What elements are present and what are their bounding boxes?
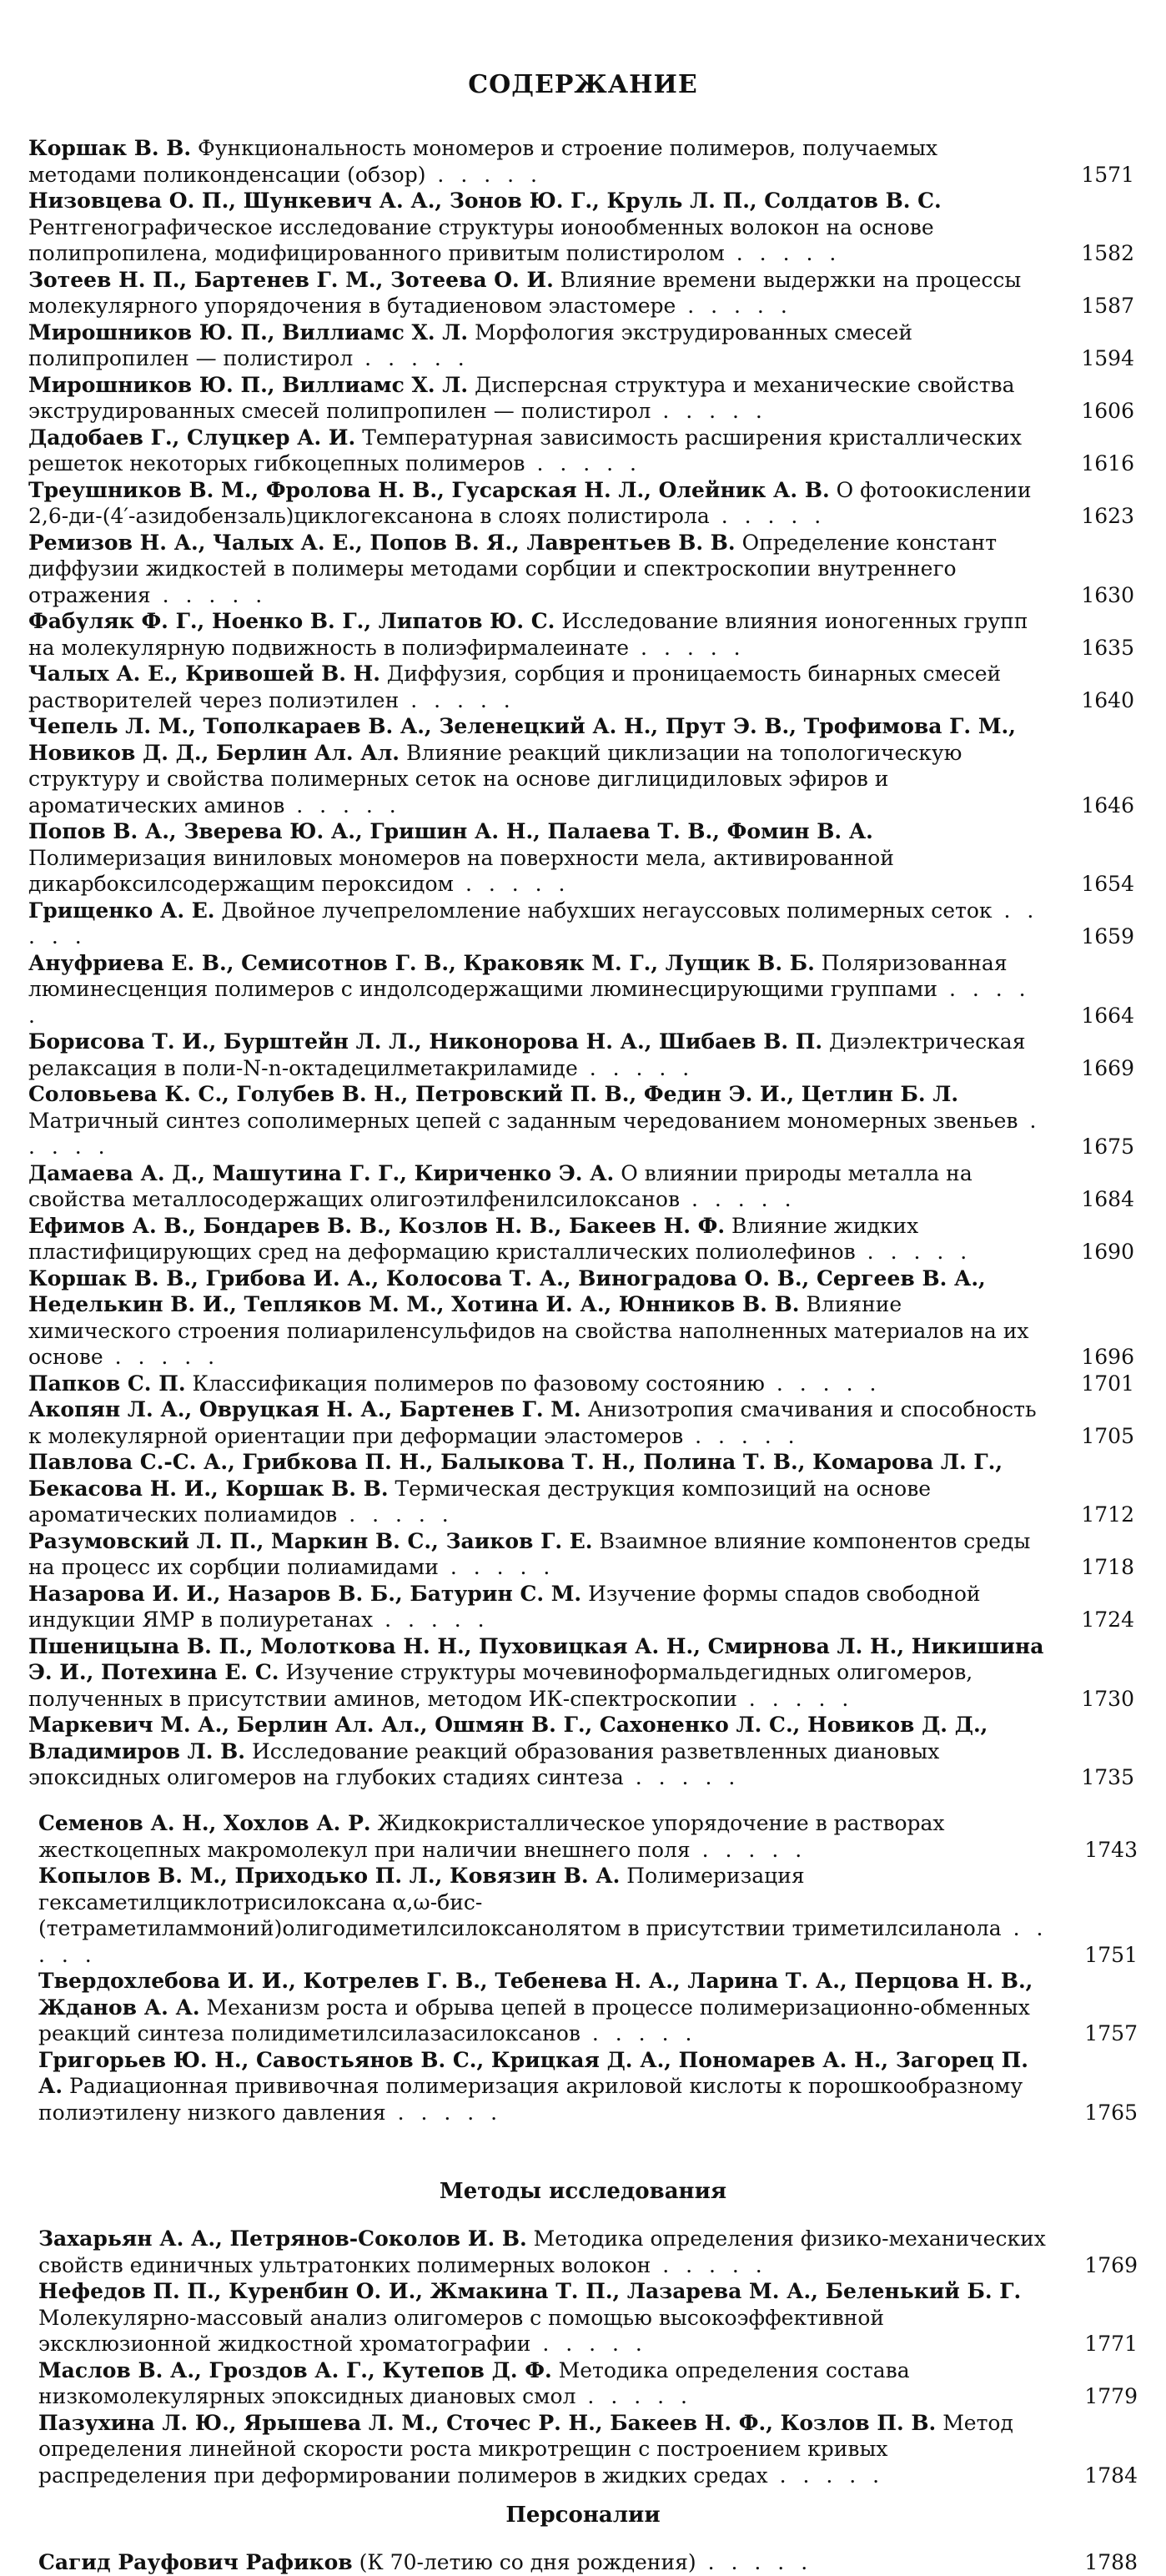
toc-entry-body — [28, 1029, 1051, 1081]
toc-entry[interactable] — [28, 1029, 1134, 1081]
toc-entry-body — [28, 1265, 1051, 1371]
toc-entry-body — [28, 713, 1051, 818]
leader-dots: . . . . . — [764, 1371, 882, 1396]
toc-entry-authors: Папков С. П. — [28, 1371, 186, 1396]
toc-entry-title: Поляризованная люминесценция полимеров с индолсодержащими люминесцирующими группами — [28, 950, 1008, 1001]
toc-entry-body — [28, 1371, 1051, 1397]
toc-entry-title: Температурная зависимость расширения кристаллических решеток некоторых гибкоцепных полимеров — [28, 425, 1022, 475]
toc-entry-page-number: 1757 — [1084, 2021, 1138, 2045]
toc-entry[interactable] — [28, 950, 1134, 1029]
toc-entry[interactable] — [28, 1396, 1134, 1449]
toc-entry-page-number: 1582 — [1081, 241, 1134, 265]
toc-entry[interactable] — [38, 1810, 1138, 1863]
toc-entry-authors: Фабуляк Ф. Г., Ноенко В. Г., Липатов Ю. С. — [28, 609, 555, 633]
leader-dots: . . . . . — [454, 872, 570, 896]
leader-dots: . . . . . — [683, 1423, 800, 1448]
toc-entry-body — [38, 1968, 1054, 2047]
toc-entry-authors: Зотеев Н. П., Бартенев Г. М., Зотеева О. И. — [28, 267, 554, 292]
toc-entry-authors: Семенов А. Н., Хохлов А. Р. — [38, 1811, 371, 1835]
toc-section-short-communications — [0, 1810, 1166, 2126]
toc-entry-page-number: 1587 — [1081, 294, 1134, 318]
toc-section-personalia — [0, 2503, 1166, 2576]
toc-entry[interactable] — [38, 1863, 1138, 1968]
leader-dots: . . . . . — [767, 2463, 885, 2488]
toc-entry[interactable] — [28, 477, 1134, 530]
toc-entry[interactable] — [28, 1528, 1134, 1581]
toc-entry-authors: Попов В. А., Зверева Ю. А., Гришин А. Н., Палаева Т. В., Фомин В. А. — [28, 819, 873, 843]
toc-entry[interactable] — [28, 188, 1134, 267]
toc-entry-page-number: 1630 — [1081, 582, 1134, 607]
toc-entry-body — [38, 1810, 1054, 1863]
toc-entry-page-number: 1616 — [1081, 451, 1134, 475]
leader-dots: . . . . . — [103, 1345, 220, 1369]
toc-entry-title: Функциональность мономеров и строение полимеров, получаемых методами поликонденсации (обзор) — [28, 136, 938, 187]
toc-entry-page-number: 1771 — [1084, 2332, 1138, 2356]
toc-entry[interactable] — [28, 372, 1134, 425]
toc-entry-authors: Мирошников Ю. П., Виллиамс Х. Л. — [28, 319, 469, 345]
toc-entry-authors: Маслов В. А., Гроздов А. Г., Кутепов Д. Ф. — [38, 2357, 552, 2382]
toc-entry-page-number: 1684 — [1081, 1187, 1134, 1211]
toc-entry-body — [28, 135, 1051, 188]
toc-entry-title: Диэлектрическая релаксация в поли-N-n-октадецилметакриламиде — [28, 1029, 1026, 1080]
toc-entry-body — [38, 2226, 1054, 2278]
toc-entry-page-number: 1635 — [1081, 635, 1134, 660]
toc-entry-authors: Маркевич М. А., Берлин Ал. Ал., Ошмян В. Г., Сахоненко Л. С., Новиков Д. Д., Владимиров Л. В. — [28, 1713, 988, 1763]
toc-entry[interactable] — [38, 2047, 1138, 2126]
toc-section-methods — [0, 2179, 1166, 2488]
leader-dots: . . . . . — [696, 2550, 813, 2574]
toc-entry-title: Влияние химического строения полиариленсульфидов на свойства наполненных материалов на их основе — [28, 1292, 1029, 1369]
toc-entry-page-number: 1784 — [1084, 2463, 1138, 2488]
toc-entry[interactable] — [28, 1712, 1134, 1791]
toc-entry-title: (К 70-летию со дня рождения) — [359, 2550, 696, 2574]
toc-entry-authors: Чепель Л. М., Тополкараев В. А., Зеленецкий А. Н., Прут Э. В., Трофимова Г. М., Новиков Д. Д., Берлин Ал. Ал. — [28, 714, 1016, 765]
leader-dots: . . . . . — [525, 451, 641, 475]
toc-entry-body — [28, 319, 1051, 372]
leader-dots: . . . . . — [651, 2252, 767, 2277]
toc-entry[interactable] — [28, 661, 1134, 713]
leader-dots: . . . . . — [399, 687, 515, 712]
leader-dots: . . . . . — [353, 346, 470, 370]
toc-entry-authors: Разумовский Л. П., Маркин В. С., Заиков Г. Е. — [28, 1528, 593, 1553]
toc-entry-body — [28, 425, 1051, 477]
toc-entry-body — [28, 1081, 1051, 1160]
toc-entry-authors: Мирошников Ю. П., Виллиамс Х. Л. — [28, 372, 469, 397]
toc-entry-authors: Коршак В. В., Грибова И. А., Колосова Т. А., Виноградова О. В., Сергеев В. А., Неделькин В. И., Тепляков М. М., Хотина И. А., Юнников В. В. — [28, 1265, 986, 1316]
toc-entry-title: Радиационная прививочная полимеризация акриловой кислоты к порошкообразному полиэтилену низкого давления — [38, 2074, 1023, 2125]
toc-entry-authors: Ануфриева Е. В., Семисотнов Г. В., Краковяк М. Г., Лущик В. Б. — [28, 950, 815, 975]
toc-section-main — [0, 135, 1166, 1791]
leader-dots: . . . . . — [724, 241, 842, 265]
toc-entry-authors: Акопян Л. А., Овруцкая Н. А., Бартенев Г. М. — [28, 1397, 581, 1421]
toc-entry-authors: Нефедов П. П., Куренбин О. И., Жмакина Т. П., Лазарева М. А., Беленький Б. Г. — [38, 2279, 1022, 2303]
section-heading: Персоналии — [505, 2503, 661, 2528]
toc-entry[interactable] — [28, 713, 1134, 818]
toc-entry-title: Матричный синтез сополимерных цепей с заданным чередованием мономерных звеньев — [28, 1108, 1018, 1133]
toc-entry-authors: Копылов В. М., Приходько П. Л., Ковязин В. А. — [38, 1864, 621, 1888]
toc-entry-page-number: 1743 — [1084, 1837, 1138, 1862]
toc-entry[interactable] — [28, 425, 1134, 477]
toc-entry-page-number: 1623 — [1081, 504, 1134, 528]
toc-entry-body — [28, 661, 1051, 713]
toc-entry[interactable] — [28, 319, 1134, 372]
toc-entry-authors: Чалых А. Е., Кривошей В. Н. — [28, 662, 380, 686]
toc-entry-title: Влияние реакций циклизации на топологическую структуру и свойства полимерных сеток на основе диглицидиловых эфиров и ароматических аминов — [28, 740, 962, 818]
leader-dots: . . . . . — [530, 2332, 647, 2356]
toc-entry-body — [28, 188, 1051, 267]
toc-entry-body — [38, 2047, 1054, 2126]
toc-entry-title: Дисперсная структура и механические свойства экструдированных смесей полипропилен — полистирол — [28, 372, 1015, 423]
toc-entry-page-number: 1646 — [1081, 792, 1134, 818]
toc-entry-body — [28, 1396, 1051, 1449]
leader-dots: . . . . . — [676, 294, 792, 318]
toc-entry-page-number: 1712 — [1081, 1502, 1134, 1527]
leader-dots: . . . . . — [651, 399, 767, 423]
leader-dots: . . . . . — [629, 635, 746, 660]
toc-entry-page-number: 1669 — [1081, 1055, 1134, 1080]
leader-dots: . . . . . — [425, 162, 542, 187]
toc-entry-body — [28, 1213, 1051, 1265]
toc-entry-page-number: 1779 — [1084, 2384, 1138, 2408]
toc-entry-page-number: 1675 — [1081, 1135, 1134, 1159]
toc-entry[interactable] — [28, 1160, 1134, 1213]
toc-entry-authors: Коршак В. В. — [28, 136, 192, 160]
toc-entry-title: Исследование влияния ионогенных групп на молекулярную подвижность в полиэфирмалеинате — [28, 609, 1028, 660]
toc-entry-title: Методика определения состава низкомолекулярных эпоксидных диановых смол — [38, 2357, 910, 2408]
toc-entry-authors: Твердохлебова И. И., Котрелев Г. В., Тебенева Н. А., Ларина Т. А., Перцова Н. В., Жданов А. А. — [38, 1969, 1033, 2020]
toc-entry-title: О фотоокислении 2,6-ди-(4′-азидобензаль)циклогексанона в слоях полистирола — [28, 477, 1032, 528]
toc-entry-title: Влияние жидких пластифицирующих сред на деформацию кристаллических полиолефинов — [28, 1213, 919, 1264]
leader-dots: . . . . . — [28, 1108, 1042, 1159]
toc-entry-page-number: 1696 — [1081, 1345, 1134, 1369]
toc-entry-authors: Грищенко А. Е. — [28, 898, 215, 923]
leader-dots: . . . . . — [577, 1055, 695, 1080]
toc-entry[interactable] — [28, 608, 1134, 661]
toc-entry-body — [28, 1528, 1051, 1581]
leader-dots: . . . . . — [575, 2384, 692, 2408]
toc-entry-page-number: 1701 — [1081, 1371, 1134, 1396]
toc-entry-page-number: 1690 — [1081, 1240, 1134, 1264]
toc-entry-page-number: 1765 — [1084, 2100, 1138, 2125]
toc-entry[interactable] — [38, 2410, 1138, 2489]
toc-entry-body — [28, 530, 1051, 609]
leader-dots: . . . . . — [736, 1686, 854, 1711]
toc-entry-body — [28, 1160, 1051, 1213]
leader-dots: . . . . . — [680, 1187, 797, 1211]
toc-entry-body — [28, 267, 1051, 319]
toc-entry[interactable] — [28, 1081, 1134, 1160]
toc-entry-authors: Соловьева К. С., Голубев В. Н., Петровский П. В., Федин Э. И., Цетлин Б. Л. — [28, 1082, 959, 1106]
toc-entry[interactable] — [38, 2226, 1138, 2278]
toc-entry-body — [38, 2278, 1054, 2357]
toc-entry-page-number: 1664 — [1081, 1003, 1134, 1028]
toc-entry-authors: Назарова И. И., Назаров В. Б., Батурин С. М. — [28, 1581, 582, 1606]
toc-entry-page-number: 1735 — [1081, 1765, 1134, 1789]
toc-entry[interactable] — [28, 530, 1134, 609]
toc-entry-body — [28, 1633, 1051, 1713]
toc-entry[interactable] — [28, 1265, 1134, 1371]
toc-entry[interactable] — [28, 1371, 1134, 1397]
toc-entry[interactable] — [28, 1449, 1134, 1528]
toc-entry-authors: Григорьев Ю. Н., Савостьянов В. С., Крицкая Д. А., Пономарев А. Н., Загорец П. А. — [38, 2047, 1028, 2098]
toc-entry-body — [38, 2410, 1054, 2489]
toc-entry-authors: Борисова Т. И., Бурштейн Л. Л., Никонорова Н. А., Шибаев В. П. — [28, 1029, 823, 1054]
toc-entry[interactable] — [38, 2278, 1138, 2357]
leader-dots: . . . . . — [709, 504, 827, 528]
toc-entry-body — [28, 950, 1051, 1029]
toc-entry-title: О влиянии природы металла на свойства металлосодержащих олигоэтилфенилсилоксанов — [28, 1160, 973, 1211]
leader-dots: . . . . . — [373, 1607, 490, 1632]
toc-entry[interactable] — [28, 1581, 1134, 1633]
toc-entry-page-number: 1718 — [1081, 1555, 1134, 1579]
toc-entry-title: Термическая деструкция композиций на основе ароматических полиамидов — [28, 1476, 932, 1527]
toc-entry-title: Исследование реакций образования разветвленных диановых эпоксидных олигомеров на глубоких стадиях синтеза — [28, 1738, 940, 1789]
leader-dots: . . . . . — [28, 898, 1039, 948]
toc-entry[interactable] — [28, 898, 1134, 950]
toc-entry[interactable] — [28, 1633, 1134, 1713]
toc-entry-page-number: 1594 — [1081, 346, 1134, 370]
toc-entry-page-number: 1654 — [1081, 872, 1134, 896]
toc-entry-body — [28, 1712, 1051, 1791]
toc-entry-body — [28, 818, 1051, 898]
toc-entry-authors: Ремизов Н. А., Чалых А. Е., Попов В. Я., Лаврентьев В. В. — [28, 530, 736, 555]
toc-entry-title: Изучение формы спадов свободной индукции ЯМР в полиуретанах — [28, 1581, 981, 1632]
toc-entry-title: Методика определения физико-механических свойств единичных ультратонких полимерных волокон — [38, 2226, 1046, 2277]
leader-dots: . . . . . — [38, 1916, 1048, 1967]
leader-dots: . . . . . — [28, 977, 1031, 1028]
toc-entry-body — [28, 608, 1051, 661]
toc-entry-title: Метод определения линейной скорости роста микротрещин с построением кривых распределения при деформировании полимеров в жидких средах — [38, 2410, 1013, 2488]
page-title: СОДЕРЖАНИЕ — [468, 70, 698, 99]
toc-entry-page-number: 1730 — [1081, 1686, 1134, 1711]
toc-entry-authors: Низовцева О. П., Шункевич А. А., Зонов Ю. Г., Круль Л. П., Солдатов В. С. — [28, 189, 942, 213]
leader-dots: . . . . . — [690, 1837, 807, 1862]
toc-entry-title: Жидкокристаллическое упорядочение в растворах жесткоцепных макромолекул при наличии внешнего поля — [38, 1811, 945, 1862]
toc-entry[interactable] — [38, 1968, 1138, 2047]
toc-entry-page-number: 1640 — [1081, 687, 1134, 712]
leader-dots: . . . . . — [623, 1765, 741, 1789]
toc-entry[interactable] — [28, 1213, 1134, 1265]
leader-dots: . . . . . — [855, 1240, 973, 1264]
toc-entry-title: Двойное лучепреломление набухших негауссовых полимерных сеток — [221, 898, 993, 923]
toc-entry-page-number: 1788 — [1084, 2550, 1138, 2574]
toc-entry-title: Изучение структуры мочевиноформальдегидных олигомеров, полученных в присутствии аминов, методом ИК-спектроскопии — [28, 1660, 973, 1711]
toc-entry[interactable] — [28, 818, 1134, 898]
toc-entry[interactable] — [38, 2357, 1138, 2410]
section-heading: Методы исследования — [439, 2179, 727, 2204]
toc-entry-authors: Сагид Рауфович Рафиков — [38, 2550, 353, 2574]
toc-entry-title: Диффузия, сорбция и проницаемость бинарных смесей растворителей через полиэтилен — [28, 662, 1002, 712]
toc-entry-title: Полимеризация гексаметилциклотрисилоксана α,ω-бис-(тетраметиламмоний)олигодиметилсилоксанолятом в присутствии триметилсиланола — [38, 1864, 1002, 1940]
leader-dots: . . . . . — [580, 2021, 697, 2045]
toc-entry-page-number: 1571 — [1081, 162, 1134, 187]
leader-dots: . . . . . — [438, 1555, 555, 1579]
toc-entry-title: Механизм роста и обрыва цепей в процессе полимеризационно-обменных реакций синтеза полидиметилсилазасилоксанов — [38, 1995, 1030, 2045]
toc-entry-title: Классификация полимеров по фазовому состоянию — [192, 1371, 765, 1396]
toc-entry-authors: Пшеницына В. П., Молоткова Н. Н., Пуховицкая А. Н., Смирнова Л. Н., Никишина Э. И., Потехина Е. С. — [28, 1633, 1044, 1684]
toc-entry[interactable] — [28, 135, 1134, 188]
toc-entry-title: Влияние времени выдержки на процессы молекулярного упорядочения в бутадиеновом эластомере — [28, 267, 1022, 318]
toc-entry-authors: Треушников В. М., Фролова Н. В., Гусарская Н. Л., Олейник А. В. — [28, 477, 830, 502]
toc-entry-title: Молекулярно-массовый анализ олигомеров с помощью высокоэффективной эксклюзионной жидкостной хроматографии — [38, 2305, 885, 2356]
toc-entry-title: Определение констант диффузии жидкостей в полимеры методами сорбции и спектроскопии внутреннего отражения — [28, 530, 998, 607]
toc-entry-body — [28, 898, 1051, 950]
leader-dots: . . . . . — [284, 792, 401, 818]
toc-entry-authors: Захарьян А. А., Петрянов-Соколов И. В. — [38, 2226, 527, 2251]
toc-entry-page-number: 1659 — [1081, 924, 1134, 948]
leader-dots: . . . . . — [337, 1502, 454, 1527]
toc-entry-page-number: 1606 — [1081, 399, 1134, 423]
toc-entry-page-number: 1769 — [1084, 2252, 1138, 2277]
toc-entry-body — [28, 1581, 1051, 1633]
toc-entry-body — [28, 372, 1051, 425]
toc-entry-title: Полимеризация виниловых мономеров на поверхности мела, активированной дикарбоксилсодержащим пероксидом — [28, 845, 894, 896]
toc-entry-title: Рентгенографическое исследование структуры ионообменных волокон на основе полипропилена, модифицированного привитым полистиролом — [28, 214, 934, 265]
toc-entry-body — [38, 2357, 1054, 2410]
toc-entry-body — [38, 1863, 1054, 1968]
toc-entry-page-number: 1705 — [1081, 1423, 1134, 1448]
toc-entry-body — [28, 477, 1051, 530]
toc-entry-authors: Павлова С.-С. А., Грибкова П. Н., Балыкова Т. Н., Полина Т. В., Комарова Л. Г., Бекасова Н. И., Коршак В. В. — [28, 1450, 1003, 1501]
toc-entry[interactable] — [28, 267, 1134, 319]
toc-entry-title: Взаимное влияние компонентов среды на процесс их сорбции полиамидами — [28, 1528, 1031, 1579]
toc-entry-page-number: 1751 — [1084, 1942, 1138, 1967]
toc-entry-authors: Дадобаев Г., Слуцкер А. И. — [28, 425, 356, 450]
toc-entry-authors: Дамаева А. Д., Машутина Г. Г., Кириченко Э. А. — [28, 1160, 615, 1185]
toc-entry-body — [28, 1449, 1051, 1528]
leader-dots: . . . . . — [150, 582, 268, 607]
toc-entry-title: Анизотропия смачивания и способность к молекулярной ориентации при деформации эластомеров — [28, 1397, 1037, 1448]
toc-entry-title: Морфология экструдированных смесей полипропилен — полистирол — [28, 319, 912, 370]
toc-entry-page-number: 1724 — [1081, 1607, 1134, 1632]
leader-dots: . . . . . — [385, 2100, 503, 2125]
toc-entry-authors: Ефимов А. В., Бондарев В. В., Козлов Н. В., Бакеев Н. Ф. — [28, 1213, 726, 1238]
toc-entry-authors: Пазухина Л. Ю., Ярышева Л. М., Сточес Р. Н., Бакеев Н. Ф., Козлов П. В. — [38, 2410, 937, 2435]
